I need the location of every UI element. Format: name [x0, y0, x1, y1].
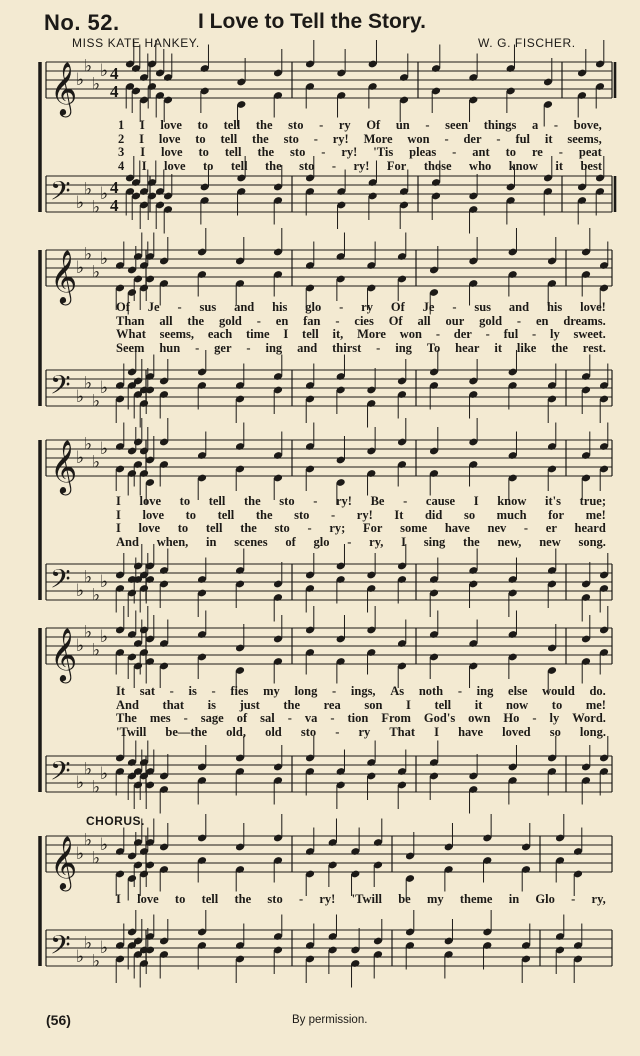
- flat-icon: ♭: [76, 844, 85, 864]
- flat-icon: ♭: [76, 387, 85, 407]
- flat-icon: ♭: [84, 830, 93, 851]
- time-signature: 4: [110, 64, 119, 83]
- flat-icon: ♭: [76, 947, 85, 967]
- lyric-line: And when, in scenes of glo - ry, I sing the new, new song.: [116, 534, 606, 549]
- staff-bass: [46, 736, 612, 814]
- lyric-line: 1 I love to tell the sto - ry Of un - seen things a - bove,: [118, 118, 602, 132]
- time-signature: 4: [110, 178, 119, 197]
- staff-treble: [46, 606, 612, 693]
- flat-icon: ♭: [76, 636, 85, 656]
- lyric-line: I love to tell the sto - ry! It did so much for me!: [116, 507, 606, 522]
- flat-icon: ♭: [84, 244, 93, 265]
- flat-icon: ♭: [84, 567, 93, 588]
- flat-icon: ♭: [100, 835, 109, 855]
- flat-icon: ♭: [76, 773, 85, 793]
- lyric-line: 3 I love to tell the sto - ry! 'Tis pleas - ant to re - peat: [118, 145, 602, 159]
- flat-icon: ♭: [92, 585, 101, 606]
- flat-icon: ♭: [76, 448, 85, 468]
- flat-icon: ♭: [100, 627, 109, 647]
- lyric-line: Of Je - sus and his glo - ry Of Je - sus and his love!: [116, 300, 606, 314]
- lyric-line: It sat - is - fies my long - ings, As noth - ing else would do.: [116, 684, 606, 698]
- flat-icon: ♭: [76, 193, 85, 213]
- flat-icon: ♭: [92, 197, 101, 218]
- flat-icon: ♭: [92, 262, 101, 283]
- flat-icon: ♭: [100, 61, 109, 81]
- hymn-number: No. 52.: [44, 10, 120, 35]
- flat-icon: ♭: [84, 56, 93, 77]
- lyric-line: 4 I love to tell the sto - ry! For those who know it best: [118, 158, 602, 173]
- lyric-line: And that is just the rea son I tell it now to me!: [116, 697, 606, 712]
- flat-icon: ♭: [100, 378, 109, 398]
- flat-icon: ♭: [100, 572, 109, 592]
- hymn-title: I Love to Tell the Story.: [198, 10, 426, 33]
- bass-clef-icon: 𝄢: [50, 929, 71, 967]
- flat-icon: ♭: [100, 249, 109, 269]
- bass-clef-icon: 𝄢: [50, 369, 71, 407]
- lyric-line: I love to tell the sto - ry! Be - cause I know it's true;: [116, 494, 606, 508]
- lyric-line: 2 I love to tell the sto - ry! More won - der - ful it seems,: [118, 131, 602, 146]
- composer-credit: W. G. FISCHER.: [478, 36, 576, 50]
- flat-icon: ♭: [100, 938, 109, 958]
- time-signature: 4: [110, 82, 119, 101]
- chorus-label: CHORUS.: [86, 814, 145, 828]
- treble-clef-icon: 𝄞: [50, 627, 78, 681]
- flat-icon: ♭: [84, 179, 93, 200]
- flat-icon: ♭: [100, 764, 109, 784]
- flat-icon: ♭: [100, 184, 109, 204]
- bass-clef-icon: 𝄢: [50, 175, 71, 213]
- flat-icon: ♭: [84, 759, 93, 780]
- bass-clef-icon: 𝄢: [50, 563, 71, 601]
- treble-clef-icon: 𝄞: [50, 439, 78, 493]
- lyric-line: What seems, each time I tell it, More won - der - ful - ly sweet.: [116, 327, 606, 341]
- lyric-line: I love to tell the sto - ry! 'Twill be my theme in Glo - ry,: [116, 892, 606, 906]
- flat-icon: ♭: [92, 452, 101, 473]
- lyric-line: Seem hun - ger - ing and thirst - ing To hear it like the rest.: [116, 340, 606, 355]
- permission-note: By permission.: [292, 1014, 368, 1026]
- lyric-line: The mes - sage of sal - va - tion From God's own Ho - ly Word.: [116, 711, 606, 725]
- flat-icon: ♭: [84, 434, 93, 455]
- page-number: (56): [46, 1012, 71, 1028]
- treble-clef-icon: 𝄞: [50, 835, 78, 889]
- time-signature: 4: [110, 196, 119, 215]
- flat-icon: ♭: [100, 439, 109, 459]
- flat-icon: ♭: [92, 391, 101, 412]
- treble-clef-icon: 𝄞: [50, 249, 78, 303]
- flat-icon: ♭: [92, 777, 101, 798]
- staff-bass: [46, 910, 612, 988]
- flat-icon: ♭: [84, 373, 93, 394]
- staff-treble: [46, 418, 612, 505]
- flat-icon: ♭: [92, 848, 101, 869]
- flat-icon: ♭: [76, 258, 85, 278]
- bass-clef-icon: 𝄢: [50, 755, 71, 793]
- lyric-line: I love to tell the sto - ry; For some have nev - er heard: [116, 521, 606, 535]
- flat-icon: ♭: [92, 74, 101, 95]
- flat-icon: ♭: [84, 933, 93, 954]
- flat-icon: ♭: [92, 951, 101, 972]
- flat-icon: ♭: [76, 581, 85, 601]
- flat-icon: ♭: [76, 70, 85, 90]
- author-credit: MISS KATE HANKEY.: [72, 36, 200, 50]
- lyric-line: Than all the gold - en fan - cies Of all our gold - en dreams.: [116, 313, 606, 328]
- staff-treble: [46, 40, 615, 127]
- treble-clef-icon: 𝄞: [50, 61, 78, 115]
- lyric-line: 'Twill be—the old, old sto - ry That I have loved so long.: [116, 724, 606, 739]
- flat-icon: ♭: [84, 622, 93, 643]
- flat-icon: ♭: [92, 640, 101, 661]
